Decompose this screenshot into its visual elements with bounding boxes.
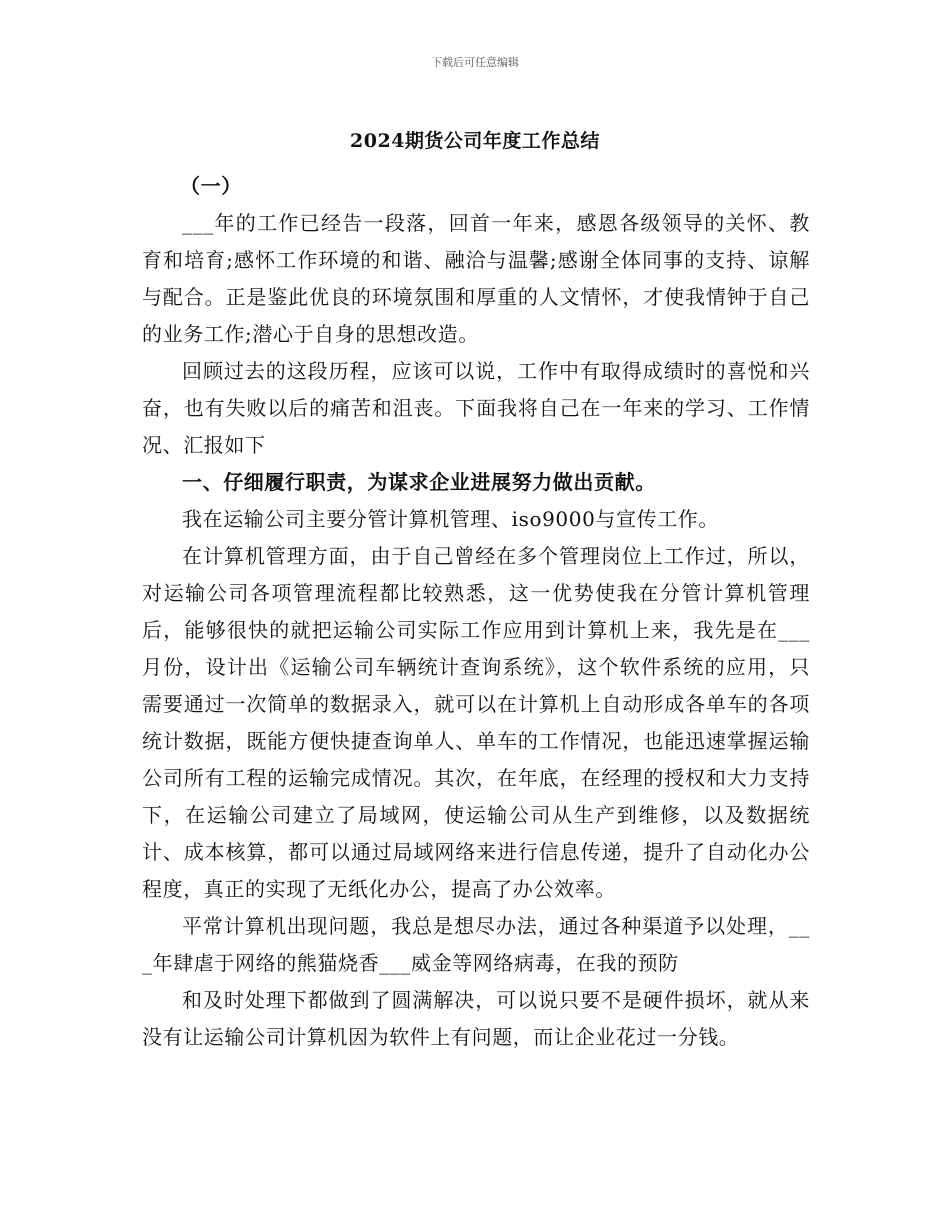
paragraph-review: 回顾过去的这段历程，应该可以说，工作中有取得成绩时的喜悦和兴奋，也有失败以后的痛苦和沮丧。下面我将自己在一年来的学习、工作情况、汇报如下 bbox=[142, 359, 810, 457]
paragraph-resolution: 和及时处理下都做到了圆满解决，可以说只要不是硬件损坏，就从来没有让运输公司计算机因为软件上有问题，而让企业花过一分钱。 bbox=[142, 988, 810, 1049]
paragraph-intro: ___年的工作已经告一段落，回首一年来，感恩各级领导的关怀、教育和培育;感怀工作环境的和谐、融洽与温馨;感谢全体同事的支持、谅解与配合。正是鉴此优良的环境氛围和厚重的人文情怀，才使我情钟于自己的业务工作;潜心于自身的思想改造。 bbox=[142, 211, 810, 346]
document-body bbox=[142, 168, 810, 1056]
document-title: 2024期货公司年度工作总结 bbox=[350, 130, 600, 152]
section-heading-1: 一、仔细履行职责，为谋求企业进展努力做出贡献。 bbox=[182, 470, 656, 494]
header-note: 下载后可任意编辑 bbox=[431, 56, 519, 69]
paragraph-troubleshooting: 平常计算机出现问题，我总是想尽办法，通过各种渠道予以处理，___年肆虐于网络的熊猫烧香___威金等网络病毒，在我的预防 bbox=[142, 914, 810, 975]
paragraph-duties: 我在运输公司主要分管计算机管理、iso9000与宣传工作。 bbox=[182, 507, 719, 531]
section-subheading: （一） bbox=[180, 174, 242, 198]
paragraph-computer-management: 在计算机管理方面，由于自己曾经在多个管理岗位上工作过，所以，对运输公司各项管理流程都比较熟悉，这一优势使我在分管计算机管理后，能够很快的就把运输公司实际工作应用到计算机上来，我先是在___月份，设计出《运输公司车辆统计查询系统》，这个软件系统的应用，只需要通过一次简单的数据录入，就可以在计算机上自动形成各单车的各项统计数据，既能方便快捷查询单人、单车的工作情况，也能迅速掌握运输公司所有工程的运输完成情况。其次，在年底，在经理的授权和大力支持下，在运输公司建立了局域网，使运输公司从生产到维修，以及数据统计、成本核算，都可以通过局域网络来进行信息传递，提升了自动化办公程度，真正的实现了无纸化办公，提高了办公效率。 bbox=[142, 544, 810, 901]
